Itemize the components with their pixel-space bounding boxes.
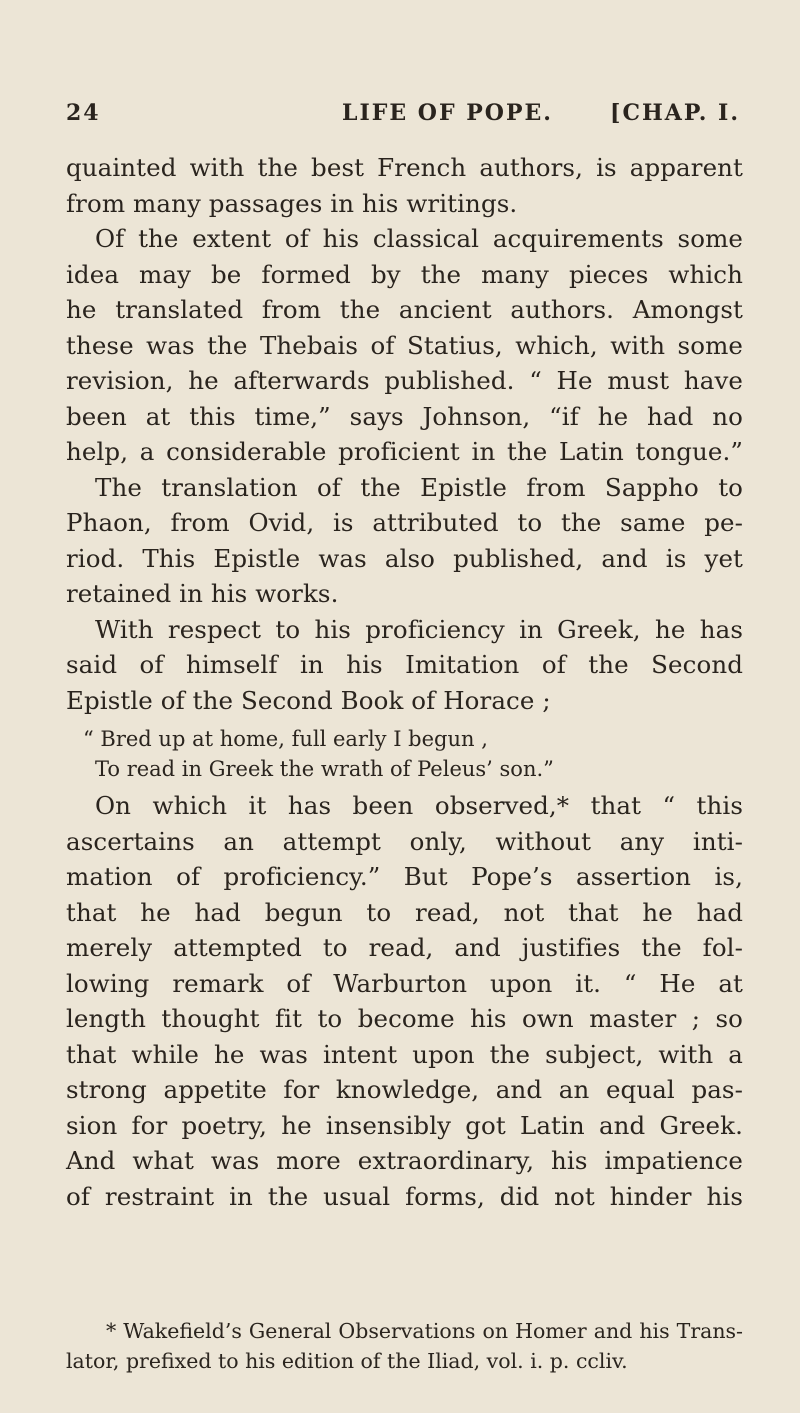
text-line: of restraint in the usual forms, did not hinder his [66, 1181, 743, 1211]
text-line: And what was more extraordinary, his impatience [66, 1146, 743, 1175]
text-line: sion for poetry, he insensibly got Latin and Greek. [66, 1110, 743, 1140]
text-line: quainted with the best French authors, is apparent [66, 153, 743, 182]
text-line: idea may be formed by the many pieces which [66, 259, 743, 289]
text-line: he translated from the ancient authors. Amongst [66, 295, 743, 324]
text-line: retained in his works. [66, 579, 339, 608]
text-line: Of the extent of his classical acquirements some [95, 224, 743, 253]
verse-line: “ Bred up at home, full early I begun , [83, 727, 488, 751]
footnote [66, 1316, 743, 1376]
footnote-line: * Wakefield’s General Observations on Homer and his Trans- [106, 1319, 743, 1343]
page-number: 24 [66, 100, 101, 126]
text-line: from many passages in his writings. [66, 188, 518, 218]
text-line: length thought fit to become his own master ; so [66, 1004, 743, 1033]
text-line: Epistle of the Second Book of Horace ; [66, 685, 551, 715]
body-text [66, 150, 743, 1214]
text-line: riod. This Epistle was also published, and is yet [66, 543, 743, 573]
text-line: strong appetite for knowledge, and an equal pas- [66, 1075, 743, 1104]
running-title: LIFE OF POPE. [342, 100, 553, 126]
text-line: mation of proficiency.” But Pope’s assertion is, [66, 862, 743, 891]
text-line: lowing remark of Warburton upon it. “ He at [66, 968, 743, 998]
text-line: ascertains an attempt only, without any inti- [66, 826, 743, 856]
text-line: help, a considerable proficient in the Latin tongue.” [66, 437, 743, 466]
verse-line: To read in Greek the wrath of Peleus’ son.” [95, 757, 554, 781]
text-line: these was the Thebais of Statius, which, with some [66, 330, 743, 360]
text-line: merely attempted to read, and justifies the fol- [66, 933, 743, 962]
text-line: been at this time,” says Johnson, “if he had no [66, 401, 743, 431]
text-line: With respect to his proficiency in Greek, he has [95, 614, 743, 644]
chapter-marker: [CHAP. I. [610, 100, 740, 126]
text-line: The translation of the Epistle from Sappho to [95, 472, 743, 502]
running-head [66, 100, 740, 132]
text-line: revision, he afterwards published. “ He must have [66, 366, 743, 395]
text-line: that while he was intent upon the subject, with a [66, 1039, 743, 1069]
footnote-line: lator, prefixed to his edition of the Iliad, vol. i. p. ccliv. [66, 1349, 628, 1373]
text-line: Phaon, from Ovid, is attributed to the same pe- [66, 508, 743, 537]
text-line: that he had begun to read, not that he had [66, 897, 743, 927]
text-line: On which it has been observed,* that “ this [95, 791, 743, 820]
text-line: said of himself in his Imitation of the Second [66, 650, 743, 679]
